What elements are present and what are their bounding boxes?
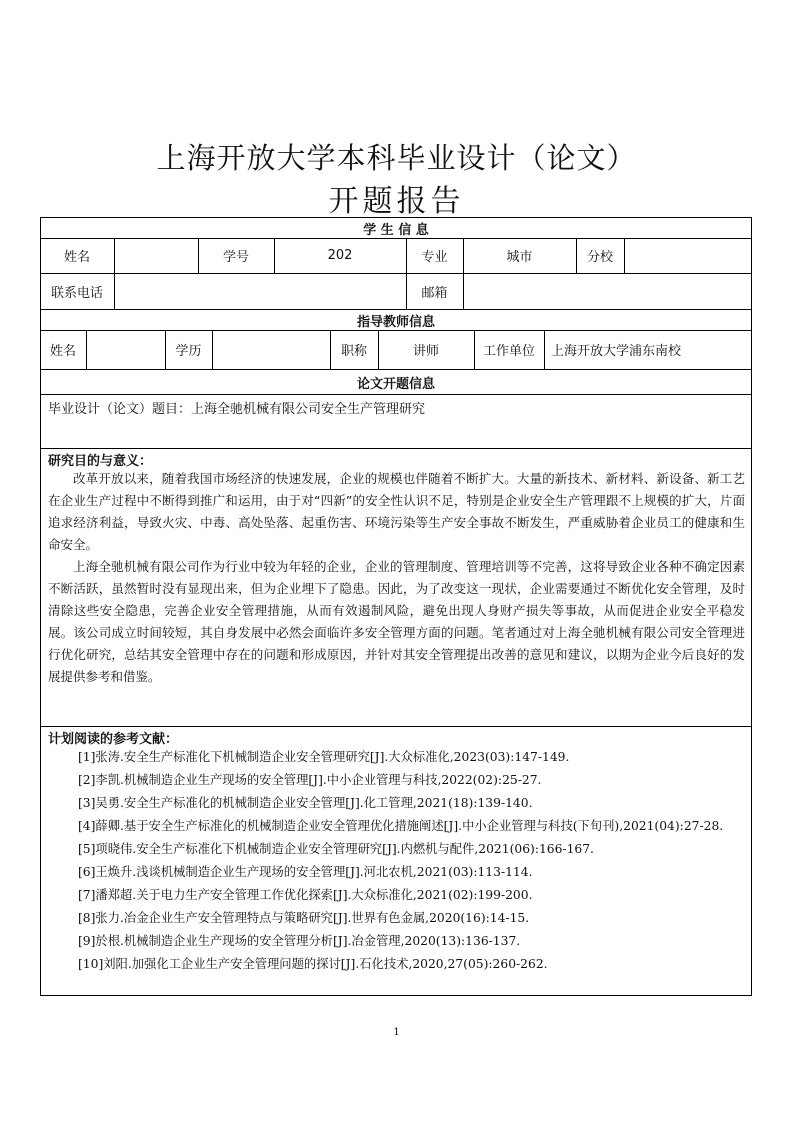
reference-item: [4]薛卿.基于安全生产标准化的机械制造企业安全管理优化措施阐述[J].中小企业管理与科技(下旬刊),2021(04):27-28. <box>78 819 724 833</box>
reference-list <box>48 746 745 976</box>
reference-item: [1]张涛.安全生产标准化下机械制造企业安全管理研究[J].大众标准化,2023(03):147-149. <box>78 750 570 764</box>
student-section-header: 学 生 信 息 <box>363 222 429 238</box>
student-name-field[interactable] <box>114 238 198 273</box>
advisor-edu-label: 学历 <box>175 344 202 359</box>
student-email-label: 邮箱 <box>421 285 448 301</box>
advisor-name-label: 姓名 <box>49 344 76 359</box>
reference-item: [9]於根.机械制造企业生产现场的安全管理分析[J].冶金管理,2020(13):136-137. <box>78 934 521 948</box>
advisor-unit-field[interactable]: 上海开放大学浦东南校 <box>551 344 682 359</box>
advisor-title-label: 职称 <box>340 344 367 359</box>
reference-item: [5]项晓伟.安全生产标准化下机械制造企业安全管理研究[J].内燃机与配件,2021(06):166-167. <box>78 842 594 856</box>
document-title: 上海开放大学本科毕业设计（论文） <box>156 141 637 175</box>
student-branch-label: 分校 <box>586 250 613 265</box>
student-name-label: 姓名 <box>63 250 90 265</box>
student-phone-field[interactable] <box>114 273 406 309</box>
student-major-field[interactable]: 城市 <box>506 250 533 265</box>
student-major-label: 专业 <box>421 250 448 265</box>
student-id-label: 学号 <box>222 250 249 265</box>
student-branch-field[interactable] <box>624 238 752 273</box>
advisor-title-field[interactable]: 讲师 <box>412 344 439 359</box>
reference-item: [6]王焕升.浅谈机械制造企业生产现场的安全管理[J].河北农机,2021(03):113-114. <box>78 865 533 879</box>
reference-item: [2]李凯.机械制造企业生产现场的安全管理[J].中小企业管理与科技,2022(02):25-27. <box>78 773 542 787</box>
purpose-paragraph: 上海全驰机械有限公司作为行业中较为年轻的企业，企业的管理制度、管理培训等不完善，这将导致企业各种不确定因素不断活跃，虽然暂时没有显现出来，但为企业埋下了隐患。因此，为了改变这一现状，企业需要通过不断优化安全管理，及时清除这些安全隐患，完善企业安全管理措施，从而有效遏制风险，避免出现人身财产损失等事故，从而促进企业安全平稳发展。该公司成立时间较短，其自身发展中必然会面临许多安全管理方面的问题。笔者通过对上海全驰机械有限公司安全管理进行优化研究，总结其安全管理中存在的问题和形成原因，并针对其安全管理提出改善的意见和建议，以期为企业今后良好的发展提供参考和借鉴。 <box>48 559 745 684</box>
student-phone-label: 联系电话 <box>50 285 103 301</box>
student-id-field[interactable]: 202 <box>327 248 353 263</box>
page-number: 1 <box>393 1027 400 1038</box>
advisor-section-header: 指导教师信息 <box>356 314 435 330</box>
document-subtitle: 开题报告 <box>328 184 465 219</box>
reference-item: [3]吴勇.安全生产标准化的机械制造企业安全管理[J].化工管理,2021(18):139-140. <box>78 796 533 810</box>
advisor-unit-label: 工作单位 <box>482 344 535 359</box>
purpose-text <box>48 468 745 688</box>
reference-item: [7]潘郑超.关于电力生产安全管理工作优化探索[J].大众标准化,2021(02):199-200. <box>78 888 533 902</box>
reference-item: [10]刘阳.加强化工企业生产安全管理问题的探讨[J].石化技术,2020,27(05):260-262. <box>78 957 548 971</box>
advisor-name-field[interactable] <box>86 330 165 369</box>
reference-item: [8]张力.冶金企业生产安全管理特点与策略研究[J].世界有色金属,2020(16):14-15. <box>78 911 530 925</box>
purpose-label: 研究目的与意义： <box>48 453 153 469</box>
thesis-section-header: 论文开题信息 <box>356 376 435 392</box>
thesis-title[interactable]: 毕业设计（论文）题目：上海全驰机械有限公司安全生产管理研究 <box>48 401 426 417</box>
student-email-field[interactable] <box>463 273 752 309</box>
advisor-edu-field[interactable] <box>212 330 330 369</box>
references-label: 计划阅读的参考文献： <box>48 731 179 747</box>
purpose-paragraph: 改革开放以来，随着我国市场经济的快速发展，企业的规模也伴随着不断扩大。大量的新技术、新材料、新设备、新工艺在企业生产过程中不断得到推广和运用，由于对“四新”的安全性认识不足，特别是企业安全生产管理跟不上规模的扩大，片面追求经济利益，导致火灾、中毒、高处坠落、起重伤害、环境污染等生产安全事故不断发生，严重威胁着企业员工的健康和生命安全。 <box>48 471 745 552</box>
